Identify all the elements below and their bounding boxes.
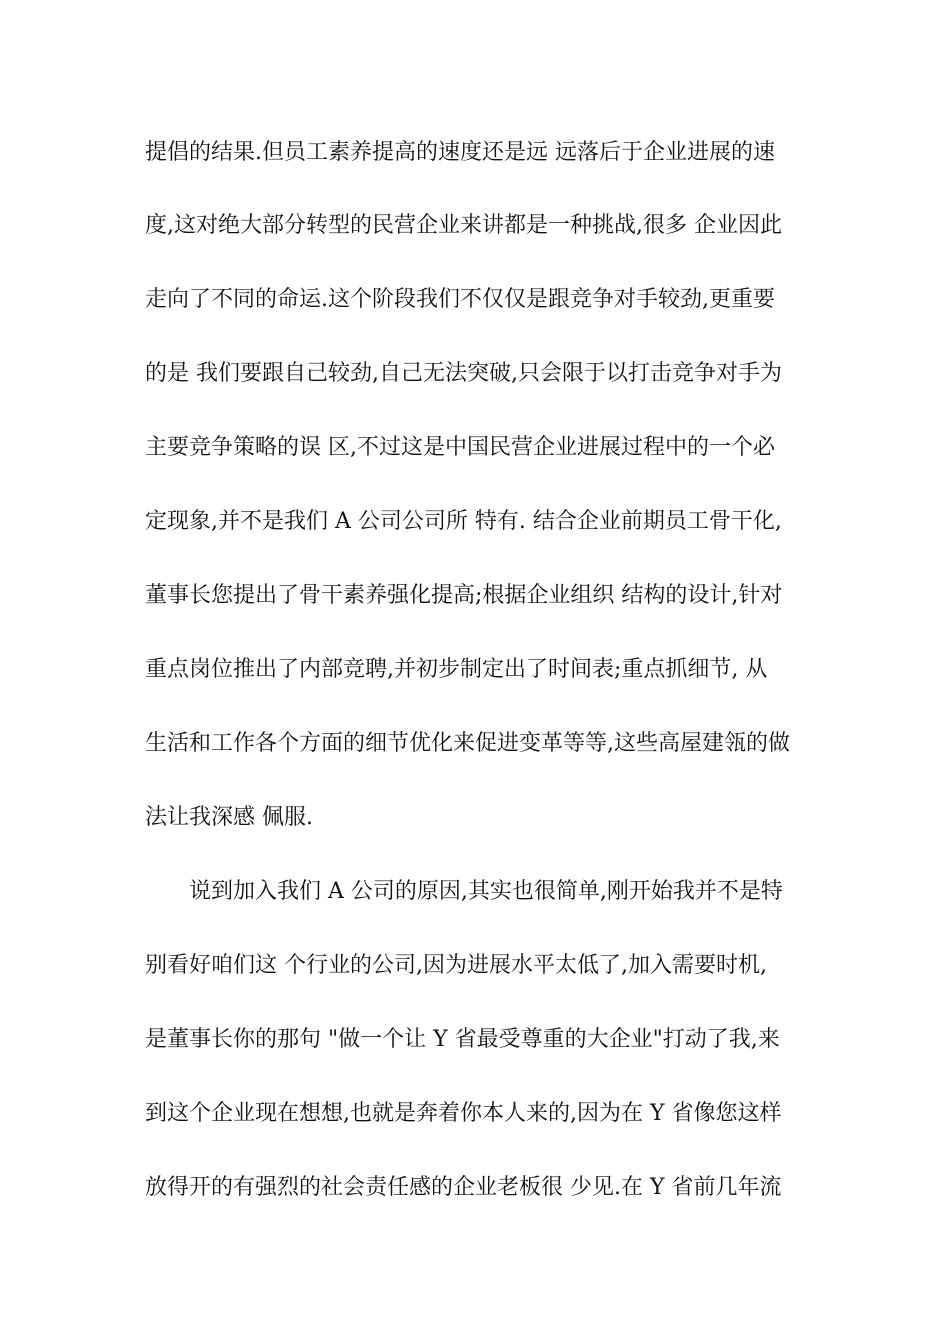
paragraph-2-line-4: 到这个企业现在想想,也就是奔着你本人来的,因为在 Y 省像您这样 xyxy=(145,1101,782,1126)
paragraph-1-line-6: 定现象,并不是我们 A 公司公司所 特有. 结合企业前期员工骨干化, xyxy=(145,509,782,534)
paragraph-1-line-7: 董事长您提出了骨干素养强化提高;根据企业组织 结构的设计,针对 xyxy=(145,583,783,608)
paragraph-1-line-5: 主要竞争策略的误 区,不过这是中国民营企业进展过程中的一个必 xyxy=(145,435,775,460)
paragraph-1-line-9: 生活和工作各个方面的细节优化来促进变革等等,这些高屋建瓴的做 xyxy=(145,731,790,756)
paragraph-1-line-8: 重点岗位推出了内部竞聘,并初步制定出了时间表;重点抓细节, 从 xyxy=(145,657,768,682)
paragraph-2-line-5: 放得开的有强烈的社会责任感的企业老板很 少见.在 Y 省前几年流 xyxy=(145,1175,782,1200)
paragraph-2-line-2: 别看好咱们这 个行业的公司,因为进展水平太低了,加入需要时机, xyxy=(145,953,767,978)
paragraph-1-line-2: 度,这对绝大部分转型的民营企业来讲都是一种挑战,很多 企业因此 xyxy=(145,213,782,238)
paragraph-2-line-3: 是董事长你的那句 "做一个让 Y 省最受尊重的大企业"打动了我,来 xyxy=(145,1027,780,1052)
paragraph-1-line-1: 提倡的结果.但员工素养提高的速度还是远 远落后于企业进展的速 xyxy=(145,140,775,165)
paragraph-1-line-3: 走向了不同的命运.这个阶段我们不仅仅是跟竞争对手较劲,更重要 xyxy=(145,287,775,312)
paragraph-2-line-1: 说到加入我们 A 公司的原因,其实也很简单,刚开始我并不是特 xyxy=(189,879,783,904)
paragraph-1-line-10: 法让我深感 佩服. xyxy=(145,805,313,830)
paragraph-1-line-4: 的是 我们要跟自己较劲,自己无法突破,只会限于以打击竞争对手为 xyxy=(145,361,782,386)
